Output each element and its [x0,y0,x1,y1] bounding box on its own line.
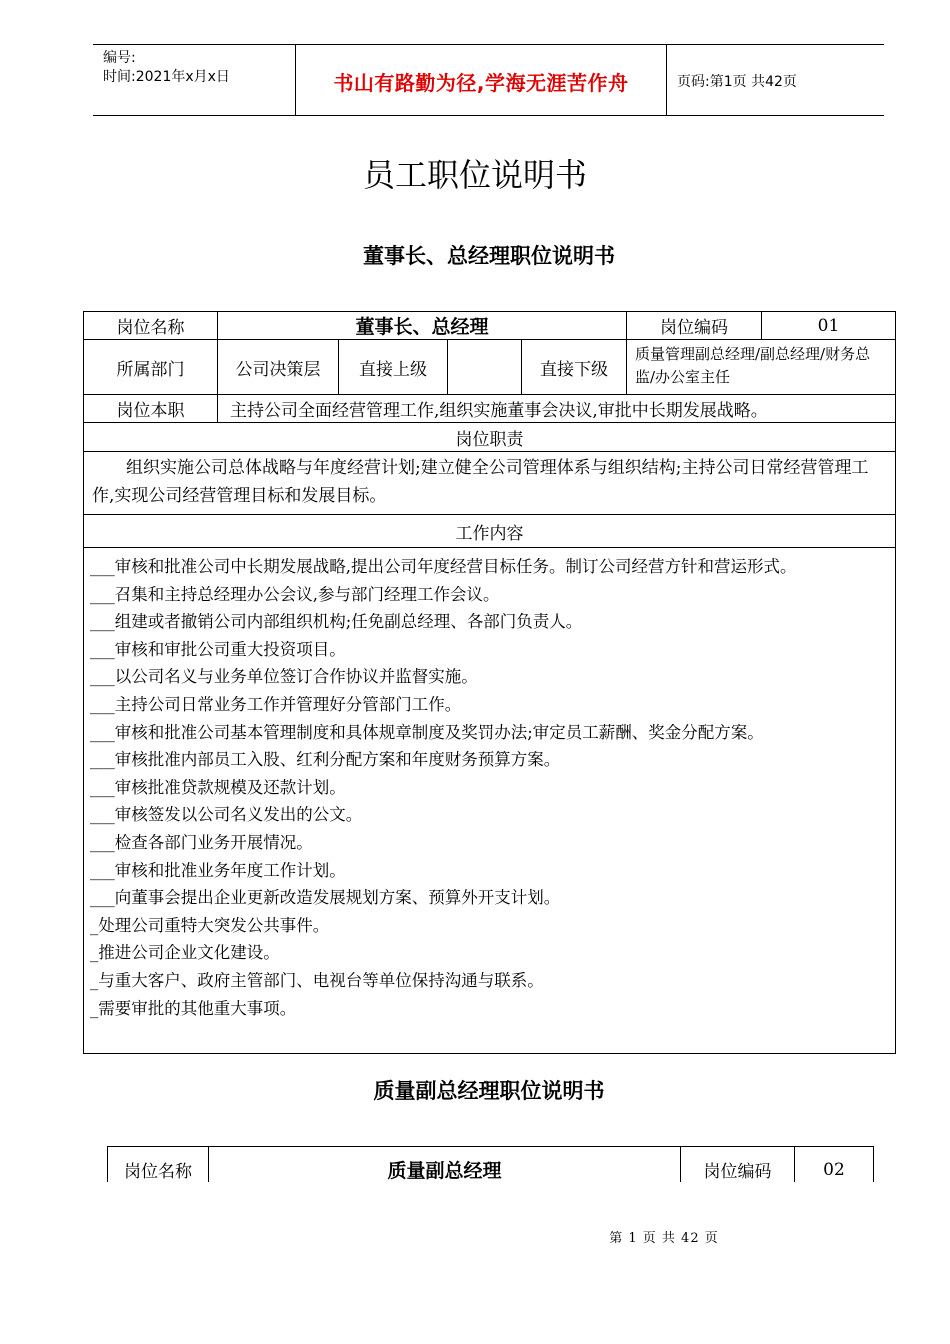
section-title: 质量副总经理职位说明书 [373,1078,605,1103]
subordinate-label: 直接下级 [521,339,627,395]
list-item: ___审核批准内部员工入股、红利分配方案和年度财务预算方案。 [90,750,561,770]
list-item: _推进公司企业文化建设。 [90,943,280,963]
header-page-number: 页码:第1页 共42页 [677,74,797,90]
subordinate-value: 质量管理副总经理/副总经理/财务总监/办公室主任 [626,339,896,395]
position-code-label: 岗位编码 [680,1146,795,1182]
position-code-label: 岗位编码 [626,311,762,340]
list-item: ___组建或者撤销公司内部组织机构;任免副总经理、各部门负责人。 [90,612,583,632]
position-code-value: 02 [794,1146,874,1182]
list-item: ___召集和主持总经理办公会议,参与部门经理工作会议。 [90,584,500,604]
list-item: ___以公司名义与业务单位签订合作协议并监督实施。 [90,667,478,687]
department-label: 所属部门 [83,339,218,395]
work-list [83,547,896,1054]
position-name-value: 董事长、总经理 [217,311,627,340]
superior-value [447,339,522,395]
duty-value: 主持公司全面经营管理工作,组织实施董事会决议,审批中长期发展战略。 [217,394,896,423]
position-name-label: 岗位名称 [107,1146,209,1182]
header-meta [103,49,230,87]
section-title: 董事长、总经理职位说明书 [363,243,615,268]
list-item: ___审核签发以公司名义发出的公文。 [90,805,363,825]
code-label: 编号: [103,50,136,66]
header-divider [666,45,667,115]
list-item: ___主持公司日常业务工作并管理好分管部门工作。 [90,694,462,714]
page-footer: 第 1 页 共 42 页 [609,1231,719,1246]
list-item: ___检查各部门业务开展情况。 [90,832,313,852]
list-item: ___审核和审批公司重大投资项目。 [90,639,346,659]
superior-label: 直接上级 [338,339,448,395]
department-value: 公司决策层 [217,339,339,395]
list-item: ___审核和批准公司基本管理制度和具体规章制度及奖罚办法;审定员工薪酬、奖金分配方案。 [90,722,764,742]
duty-label: 岗位本职 [83,394,218,423]
position-name-label: 岗位名称 [83,311,218,340]
list-item: _与重大客户、政府主管部门、电视台等单位保持沟通与联系。 [90,970,544,990]
document-title: 员工职位说明书 [362,156,587,194]
list-item: _需要审批的其他重大事项。 [90,998,297,1018]
list-item: ___审核和批准公司中长期发展战略,提出公司年度经营目标任务。制订公司经营方针和营运形式。 [90,557,797,576]
position-code-value: 01 [761,311,896,340]
header-motto: 书山有路勤为径,学海无涯苦作舟 [333,71,629,95]
work-header: 工作内容 [83,514,896,548]
list-item: ___向董事会提出企业更新改造发展规划方案、预算外开支计划。 [90,888,561,908]
responsibility-header: 岗位职责 [83,422,896,452]
responsibility-text: 组织实施公司总体战略与年度经营计划;建立健全公司管理体系与组织结构;主持公司日常经营管理工作,实现公司经营管理目标和发展目标。 [83,451,896,515]
time-label: 时间:2021年x月x日 [103,69,230,85]
position-name-value: 质量副总经理 [208,1146,681,1182]
list-item: _处理公司重特大突发公共事件。 [90,915,330,935]
list-item: ___审核和批准业务年度工作计划。 [90,860,346,880]
list-item: ___审核批准贷款规模及还款计划。 [90,777,346,797]
page-header [93,44,884,116]
